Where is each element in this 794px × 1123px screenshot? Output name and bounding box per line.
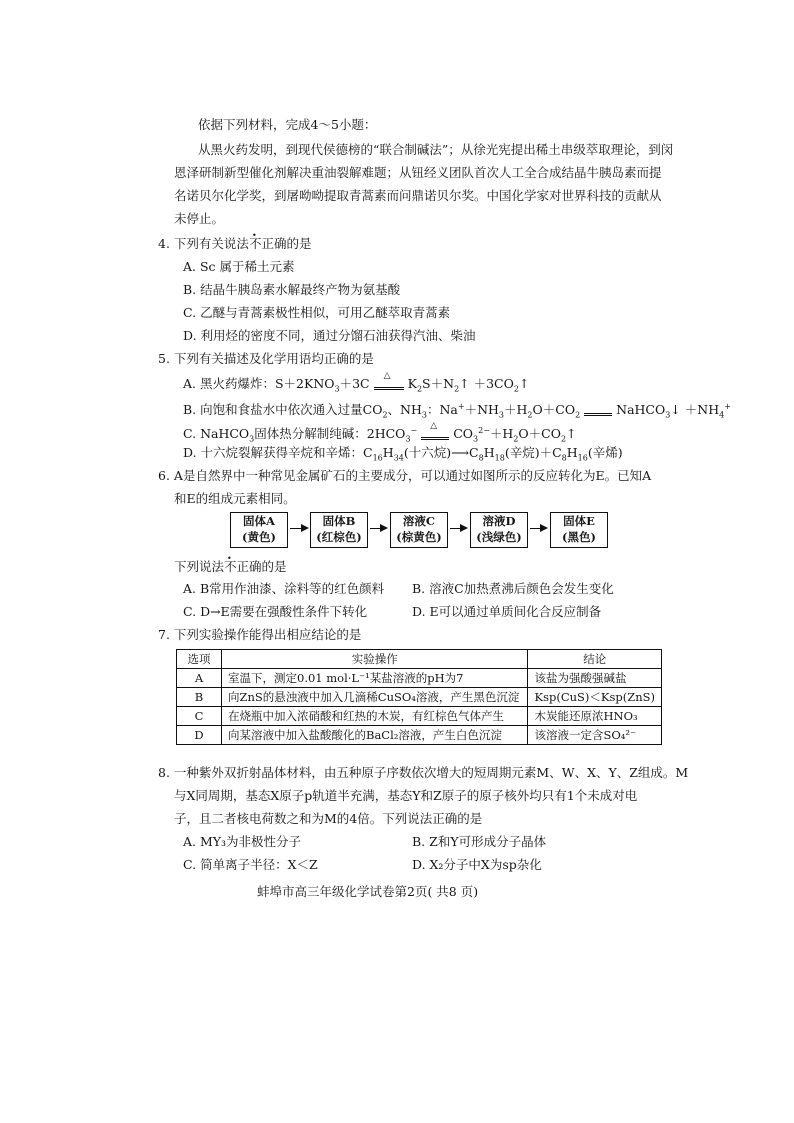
reaction-arrow: △: [374, 379, 404, 390]
intro-line-2: 恩泽研制新型催化剂解决重油裂解难题；从钮经义团队首次人工全合成结晶牛胰岛素而提: [174, 165, 662, 180]
table-cell: 向ZnS的悬浊液中加入几滴稀CuSO₄溶液，产生黑色沉淀: [222, 688, 528, 707]
q4-option-a: A. Sc 属于稀土元素: [183, 259, 295, 274]
flow-arrow: [530, 528, 546, 529]
table-row: [177, 688, 662, 707]
q6-option-a: A. B常用作油漆、涂料等的红色颜料: [183, 581, 385, 596]
q8-option-a: A. MY₃为非极性分子: [183, 834, 302, 849]
table-cell: 向某溶液中加入盐酸酸化的BaCl₂溶液，产生白色沉淀: [222, 726, 528, 745]
emphasis-dot: 不: [248, 236, 262, 251]
q4-option-c: C. 乙醚与青蒿素极性相似，可用乙醚萃取青蒿素: [183, 305, 451, 320]
q8-stem-1: 8. 一种紫外双折射晶体材料，由五种原子序数依次增大的短周期元素M、W、X、Y、Z组成。M: [158, 765, 689, 780]
q8-stem-3: 子，且二者核电荷数之和为M的4倍。下列说法正确的是: [174, 811, 483, 826]
table-cell: 该盐为强酸强碱盐: [528, 669, 662, 688]
table-cell: Ksp(CuS)＜Ksp(ZnS): [528, 688, 662, 707]
table-header: 结论: [528, 650, 662, 669]
page-footer: 蚌埠市高三年级化学试卷第2页( 共8 页): [257, 884, 479, 899]
q6-sub-stem: 下列说法不正确的是: [174, 559, 287, 574]
table-cell: D: [177, 726, 222, 745]
table-header: 选项: [177, 650, 222, 669]
q8-option-b: B. Z和Y可形成分子晶体: [412, 834, 547, 849]
q5-option-c: C. NaHCO$_3$固体热分解制纯碱：$2HCO_3^-$ △ $CO_3^{2-}+H_2O+CO_2↑$: [183, 421, 577, 444]
q6-option-d: D. E可以通过单质间化合反应制备: [412, 604, 602, 619]
q5-option-b: B. 向饱和食盐水中依次通入过量$CO_2$、$NH_3$：$Na^++NH_3+H_2O+CO_2$ NaHCO$_3$↓ $+NH_4^+$: [183, 402, 731, 420]
flow-box-c: 溶液C (棕黄色): [390, 512, 448, 548]
q5-stem: 5. 下列有关描述及化学用语均正确的是: [158, 351, 374, 366]
table-cell: A: [177, 669, 222, 688]
table-cell: 室温下，测定0.01 mol·L⁻¹某盐溶液的pH为7: [222, 669, 528, 688]
intro-line-1: 从黑火药发明，到现代侯德榜的“联合制碱法”；从徐光宪提出稀土串级萃取理论，到闵: [198, 142, 674, 157]
q4-option-b: B. 结晶牛胰岛素水解最终产物为氨基酸: [183, 282, 401, 297]
q6-option-c: C. D→E需要在强酸性条件下转化: [183, 604, 368, 619]
flow-arrow: [290, 528, 307, 529]
q4-option-d: D. 利用烃的密度不同，通过分馏石油获得汽油、柴油: [183, 328, 476, 343]
flow-box-e: 固体E (黑色): [550, 512, 608, 548]
reaction-arrow: △: [421, 429, 449, 440]
table-header: 实验操作: [222, 650, 528, 669]
table-header-row: [177, 650, 662, 669]
table-cell: C: [177, 707, 222, 726]
equal-sign: [584, 405, 612, 416]
q7-stem: 7. 下列实验操作能得出相应结论的是: [158, 627, 362, 642]
experiment-table: [176, 649, 662, 745]
q8-option-c: C. 简单离子半径：X＜Z: [183, 857, 318, 872]
flow-arrow: [450, 528, 466, 529]
table-row: [177, 669, 662, 688]
q5-option-d: D. 十六烷裂解获得辛烷和辛烯：$C_{16}H_{34}$(十六烷)$⟶C_8H_{18}$(辛烷)$+C_8H_{16}$(辛烯): [183, 445, 623, 463]
flow-arrow: [370, 528, 386, 529]
q5-option-a: A. 黑火药爆炸：$S+2KNO_3+3C$ △ $K_2S+N_2↑$ $+3CO_2↑$: [183, 371, 530, 394]
flow-box-d: 溶液D (浅绿色): [470, 512, 528, 548]
flow-box-b: 固体B (红棕色): [310, 512, 368, 548]
table-cell: B: [177, 688, 222, 707]
intro-lead: 依据下列材料，完成4～5小题：: [198, 117, 377, 132]
flow-box-a: 固体A (黄色): [230, 512, 288, 548]
emphasis-dot: 不: [224, 559, 237, 574]
table-cell: 木炭能还原浓HNO₃: [528, 707, 662, 726]
q8-stem-2: 与X同周期，基态X原子p轨道半充满，基态Y和Z原子的原子核外均只有1个未成对电: [174, 788, 638, 803]
intro-line-4: 未停止。: [174, 211, 225, 226]
q8-option-d: D. X₂分子中X为sp杂化: [412, 857, 542, 872]
table-row: [177, 707, 662, 726]
table-cell: 在烧瓶中加入浓硝酸和红热的木炭，有红棕色气体产生: [222, 707, 528, 726]
intro-line-3: 名诺贝尔化学奖，到屠呦呦提取青蒿素而问鼎诺贝尔奖。中国化学家对世界科技的贡献从: [174, 188, 662, 203]
q6-stem-1: 6. A是自然界中一种常见金属矿石的主要成分，可以通过如图所示的反应转化为E。已知A: [158, 468, 652, 483]
q6-option-b: B. 溶液C加热煮沸后颜色会发生变化: [412, 581, 614, 596]
q6-stem-2: 和E的组成元素相同。: [174, 491, 296, 506]
table-cell: 该溶液一定含SO₄²⁻: [528, 726, 662, 745]
table-row: [177, 726, 662, 745]
q4-stem: 4. 下列有关说法不正确的是: [158, 236, 312, 251]
